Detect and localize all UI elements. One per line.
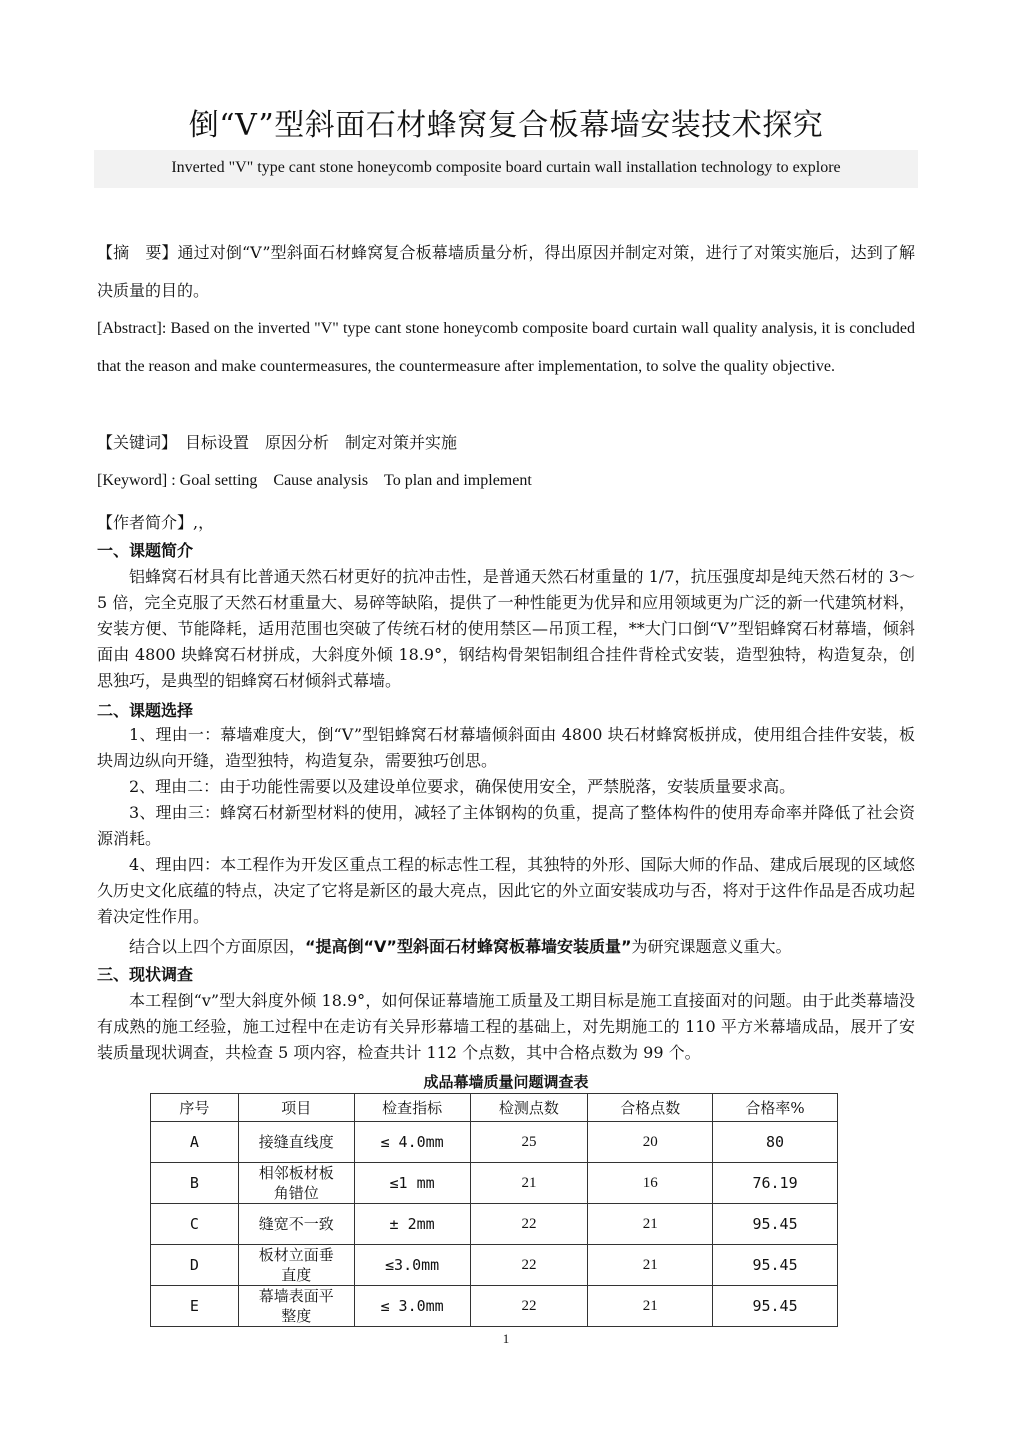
table-cell: 相邻板材板角错位: [238, 1163, 354, 1204]
table-cell: ± 2mm: [354, 1204, 470, 1245]
table-cell: 95.45: [713, 1204, 838, 1245]
table-cell: D: [151, 1245, 239, 1286]
table-cell: 21: [588, 1245, 713, 1286]
table-header: 项目: [238, 1094, 354, 1122]
author-intro: 【作者简介】,，: [97, 513, 215, 532]
table-header: 检测点数: [470, 1094, 588, 1122]
table-cell: ≤ 4.0mm: [354, 1122, 470, 1163]
table-row: [151, 1122, 838, 1163]
section-1-heading: 一、课题简介: [97, 541, 194, 560]
keywords-en: [Keyword] : Goal setting Cause analysis To plan and implement: [97, 472, 532, 489]
table-cell: 95.45: [713, 1286, 838, 1327]
table-cell: 22: [470, 1204, 588, 1245]
page-number: 1: [502, 1331, 510, 1346]
table-header: 合格率%: [713, 1094, 838, 1122]
table-row: [151, 1245, 838, 1286]
table-row: [151, 1204, 838, 1245]
conclusion-text-pre: 结合以上四个方面原因，: [129, 937, 306, 956]
table-cell: 22: [470, 1245, 588, 1286]
table-cell: 25: [470, 1122, 588, 1163]
table-caption: 成品幕墙质量问题调查表: [423, 1073, 589, 1091]
conclusion-text-post: 为研究课题意义重大。: [631, 937, 792, 956]
research-topic: “提高倒“V”型斜面石材蜂窝板幕墙安装质量”: [305, 937, 632, 956]
table-cell: B: [151, 1163, 239, 1204]
table-row: [151, 1286, 838, 1327]
table-cell: 21: [588, 1286, 713, 1327]
reason-2-paragraph: 2、理由二：由于功能性需要以及建设单位要求，确保使用安全，严禁脱落，安装质量要求高。: [129, 777, 796, 796]
table-cell: 板材立面垂直度: [238, 1245, 354, 1286]
section-1-paragraph: 铝蜂窝石材具有比普通天然石材更好的抗冲击性，是普通天然石材重量的 1/7，抗压强度却是纯天然石材的 3～5 倍，完全克服了天然石材重量大、易碎等缺陷，提供了一种性能更为优异和应用领域更为广泛的新一代建筑材料，安装方便、节能降耗，适用范围也突破了传统石材的使用禁区—吊顶工程，**大门口倒“V”型铝蜂窝石材幕墙，倾斜面由 4800 块蜂窝石材拼成，大斜度外倾 18.9°，钢结构骨架铝制组合挂件背栓式安装，造型独特，构造复杂，创思独巧，是典型的铝蜂窝石材倾斜式幕墙。: [97, 567, 915, 690]
section-3-paragraph: 本工程倒“v”型大斜度外倾 18.9°，如何保证幕墙施工质量及工期目标是施工直接面对的问题。由于此类幕墙没有成熟的施工经验，施工过程中在走访有关异形幕墙工程的基础上，对先期施工的 110 平方米幕墙成品，展开了安装质量现状调查，共检查 5 项内容，检查共计 112 个点数，其中合格点数为 99 个。: [97, 991, 915, 1062]
table-cell: 76.19: [713, 1163, 838, 1204]
section-3-heading: 三、现状调查: [97, 965, 194, 984]
table-cell: ≤1 mm: [354, 1163, 470, 1204]
table-cell: 16: [588, 1163, 713, 1204]
section-2-heading: 二、课题选择: [97, 701, 194, 720]
table-cell: 21: [470, 1163, 588, 1204]
abstract-cn: 【摘 要】通过对倒“V”型斜面石材蜂窝复合板幕墙质量分析，得出原因并制定对策，进行了对策实施后，达到了解决质量的目的。: [97, 243, 915, 300]
keywords-cn: 【关键词】 目标设置 原因分析 制定对策并实施: [97, 433, 458, 452]
table-cell: A: [151, 1122, 239, 1163]
table-cell: 95.45: [713, 1245, 838, 1286]
table-cell: 接缝直线度: [238, 1122, 354, 1163]
table-cell: 幕墙表面平整度: [238, 1286, 354, 1327]
table-cell: ≤3.0mm: [354, 1245, 470, 1286]
reason-3-paragraph: 3、理由三：蜂窝石材新型材料的使用，减轻了主体钢构的负重，提高了整体构件的使用寿命率并降低了社会资源消耗。: [97, 803, 915, 848]
document-subtitle: Inverted "V" type cant stone honeycomb composite board curtain wall installation technology to explore: [171, 159, 841, 176]
document-title: 倒“V”型斜面石材蜂窝复合板幕墙安装技术探究: [188, 108, 824, 143]
table-cell: 22: [470, 1286, 588, 1327]
conclusion-paragraph: [97, 934, 915, 960]
quality-survey-table: [150, 1093, 838, 1327]
table-header: 检查指标: [354, 1094, 470, 1122]
table-row: [151, 1163, 838, 1204]
table-cell: 21: [588, 1204, 713, 1245]
table-cell: 80: [713, 1122, 838, 1163]
reason-4-paragraph: 4、理由四：本工程作为开发区重点工程的标志性工程，其独特的外形、国际大师的作品、建成后展现的区域悠久历史文化底蕴的特点，决定了它将是新区的最大亮点，因此它的外立面安装成功与否，将对于这件作品是否成功起着决定性作用。: [97, 855, 915, 926]
table-cell: ≤ 3.0mm: [354, 1286, 470, 1327]
table-cell: C: [151, 1204, 239, 1245]
table-cell: 20: [588, 1122, 713, 1163]
table-cell: E: [151, 1286, 239, 1327]
table-header-row: [151, 1094, 838, 1122]
table-header: 合格点数: [588, 1094, 713, 1122]
table-cell: 缝宽不一致: [238, 1204, 354, 1245]
table-header: 序号: [151, 1094, 239, 1122]
abstract-en: [Abstract]: Based on the inverted "V" type cant stone honeycomb composite board curtain wall quality analysis, it is concluded that the reason and make countermeasures, the countermeasure after implementation, to solve the quality objective.: [97, 320, 915, 375]
reason-1-paragraph: 1、理由一：幕墙难度大，倒“V”型铝蜂窝石材幕墙倾斜面由 4800 块石材蜂窝板拼成，使用组合挂件安装，板块周边纵向开缝，造型独特，构造复杂，需要独巧创思。: [97, 725, 915, 770]
